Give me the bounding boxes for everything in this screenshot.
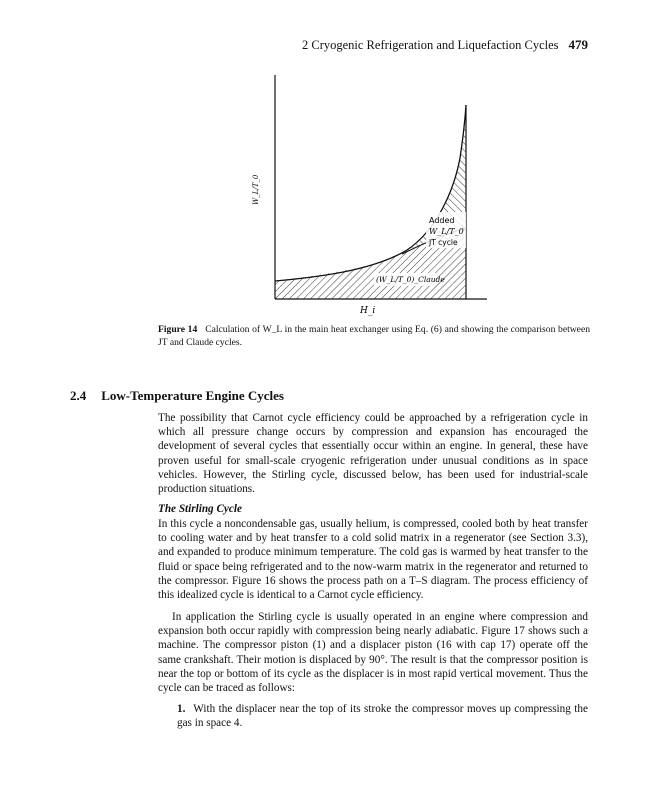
section-heading — [70, 388, 284, 404]
list-item-number: 1. — [177, 703, 186, 715]
section-intro: The possibility that Carnot cycle efficiency could be approached by a refrigeration cycle in which all pressure change occurs by compression and expansion has encouraged the development of several cycles that essentially occur within an engine. In general, these have proven useful for small-scale cryogenic refrigeration under unusual conditions as in space vehicles. However, the Stirling cycle, discussed below, has been used for industrial-scale production situations. — [158, 412, 588, 496]
label-added-wl: W_L/T_0 — [429, 227, 464, 236]
caption-text: Calculation of W_L in the main heat exchanger using Eq. (6) and showing the comparison between JT and Claude cycles. — [158, 324, 590, 348]
stirling-paragraph-2: In application the Stirling cycle is usually operated in an engine where compression and expansion both occur rapidly with compression being nearly adiabatic. Figure 17 shows such a machine. The compressor piston (1) and a displacer piston (16 with cap 17) operate off the same crankshaft. Their motion is displaced by 90°. The result is that the compressor position is near the top or bottom of its cycle as the displacer is in most rapid vertical movement. Thus the cycle can be traced as follows: — [158, 611, 588, 695]
x-axis-label: H_i — [360, 306, 376, 316]
section-number: 2.4 — [70, 388, 87, 403]
label-added: Added — [429, 216, 455, 225]
figure-14 — [242, 70, 492, 320]
stirling-paragraph-1: In this cycle a noncondensable gas, usually helium, is compressed, cooled both by heat transfer to cooling water and by heat transfer to a cold solid matrix in a regenerator (see Section 3.3), and expanded to produce minimum temperature. The cold gas is warmed by heat transfer to the fluid or space being refrigerated and to the now-warm matrix in the regenerator and returned to the compressor. Figure 16 shows the process path on a T–S diagram. The process efficiency of this idealized cycle is identical to a Carnot cycle efficiency. — [158, 518, 588, 602]
label-claude: (W_L/T_0)_Claude — [376, 275, 445, 284]
label-jt-cycle: JT cycle — [429, 238, 458, 247]
running-head — [288, 37, 588, 53]
page-number: 479 — [568, 37, 588, 52]
caption-label: Figure 14 — [158, 324, 198, 335]
list-item-text: With the displacer near the top of its stroke the compressor moves up compressing the gas in space 4. — [177, 703, 588, 730]
section-title: Low-Temperature Engine Cycles — [101, 388, 284, 403]
subsection-title: The Stirling Cycle — [158, 503, 242, 515]
figure-caption — [158, 323, 590, 349]
list-item — [177, 702, 588, 730]
y-axis-label: W_L/T_0 — [252, 174, 260, 205]
running-title: 2 Cryogenic Refrigeration and Liquefaction Cycles — [301, 38, 559, 52]
